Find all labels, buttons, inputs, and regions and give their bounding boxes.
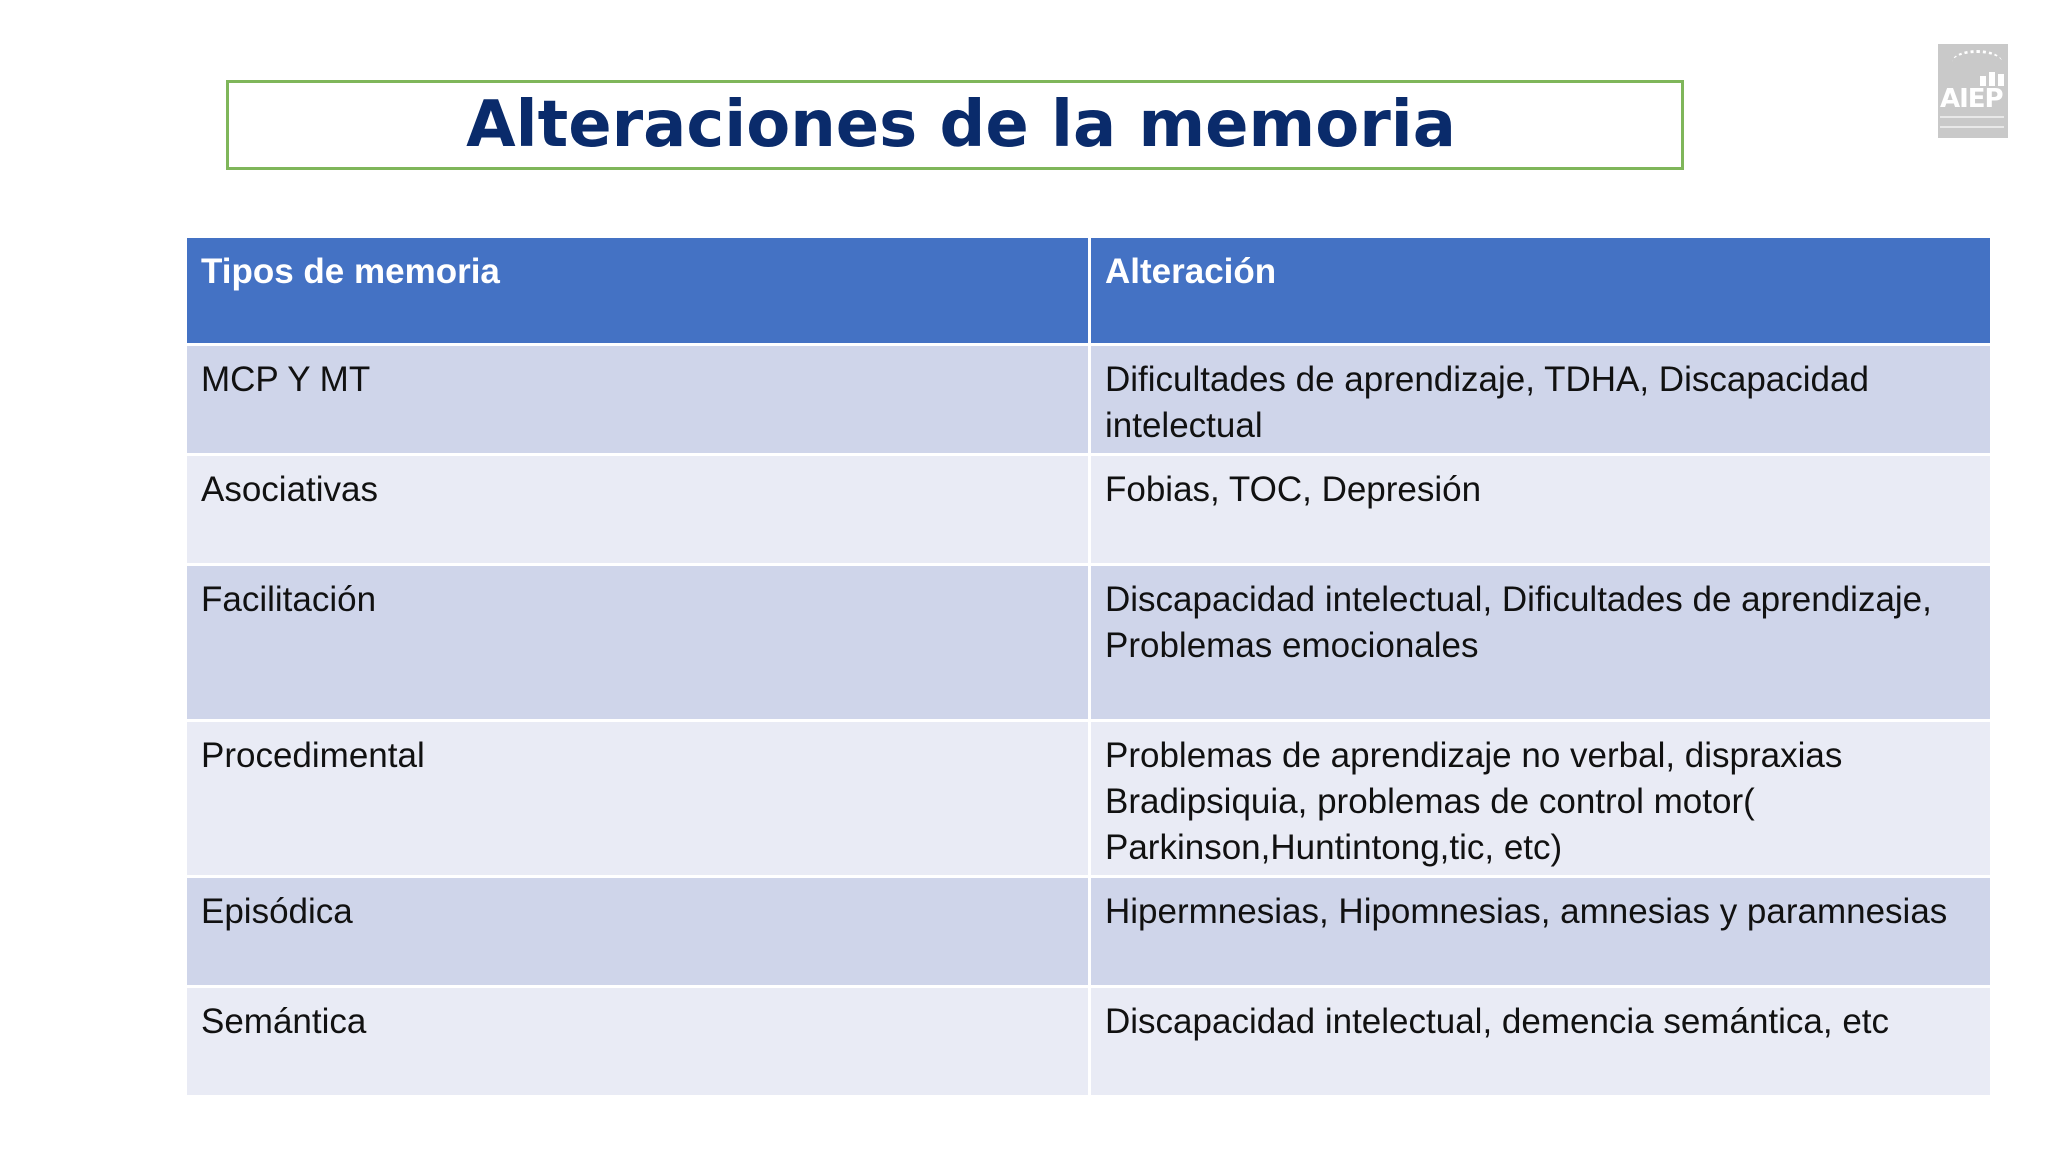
table-row: [186, 987, 1992, 1097]
cell-alteracion: Dificultades de aprendizaje, TDHA, Discapacidad intelectual: [1090, 345, 1992, 455]
table-row: [186, 345, 1992, 455]
table-row: [186, 455, 1992, 565]
title-box: [226, 80, 1684, 170]
header-tipos: Tipos de memoria: [186, 237, 1090, 345]
slide-title: Alteraciones de la memoria: [466, 88, 1456, 162]
table-header-row: [186, 237, 1992, 345]
cell-alteracion: Discapacidad intelectual, Dificultades de aprendizaje, Problemas emocionales: [1090, 565, 1992, 721]
table-row: [186, 721, 1992, 877]
logo-tagline-line: [1940, 116, 2004, 118]
cell-alteracion: Hipermnesias, Hipomnesias, amnesias y paramnesias: [1090, 877, 1992, 987]
cell-tipo: MCP Y MT: [186, 345, 1090, 455]
logo-arc-icon: [1952, 50, 2002, 74]
cell-alteracion: Problemas de aprendizaje no verbal, dispraxias Bradipsiquia, problemas de control motor( Parkinson,Huntintong,tic, etc): [1090, 721, 1992, 877]
table-row: [186, 565, 1992, 721]
cell-tipo: Facilitación: [186, 565, 1090, 721]
cell-alteracion: Discapacidad intelectual, demencia semántica, etc: [1090, 987, 1992, 1097]
aiep-logo: [1938, 44, 2008, 138]
cell-tipo: Procedimental: [186, 721, 1090, 877]
header-alteracion: Alteración: [1090, 237, 1992, 345]
cell-tipo: Asociativas: [186, 455, 1090, 565]
logo-tagline-line: [1940, 126, 2004, 128]
memory-table: [184, 235, 1993, 1098]
logo-text: AIEP: [1940, 84, 2003, 114]
cell-tipo: Semántica: [186, 987, 1090, 1097]
cell-alteracion: Fobias, TOC, Depresión: [1090, 455, 1992, 565]
table-row: [186, 877, 1992, 987]
cell-tipo: Episódica: [186, 877, 1090, 987]
